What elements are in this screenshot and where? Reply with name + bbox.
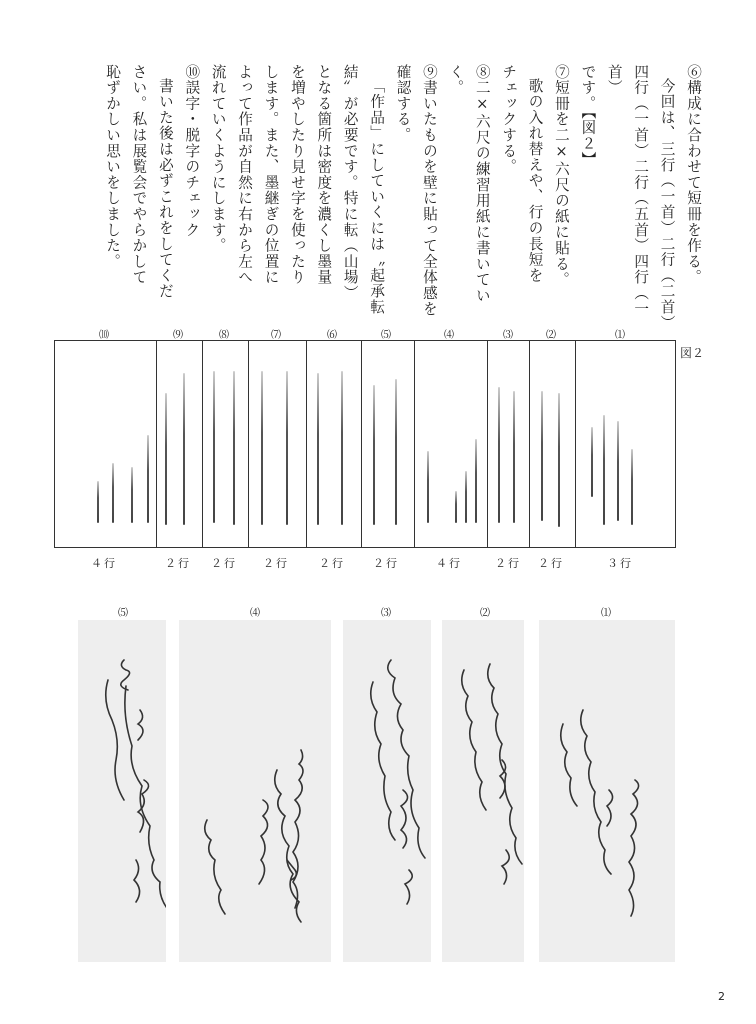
column-divider [414,341,415,547]
column-number: ⑹ [327,330,337,341]
line-stroke [317,373,319,525]
tanzaku-strip [179,620,331,962]
text-line: です。【図２】 [579,64,597,168]
text-line: ⑨書いたものを壁に貼って全体感を [420,64,438,317]
line-stroke [427,451,429,523]
text-line: よって作品が自然に右から左へ [236,64,254,286]
column-number: ⑺ [271,330,281,341]
text-line: ⑥構成に合わせて短冊を作る。 [685,64,702,286]
line-stroke [233,371,235,525]
column-divider [202,341,203,547]
column-number: ⑽ [99,330,109,341]
tanzaku-strip [78,620,166,962]
line-stroke [373,385,375,525]
line-count-label: ２行 [211,557,237,570]
text-line: を増やしたり見せ字を使ったり [288,64,306,286]
calligraphy-image [78,620,166,962]
line-stroke [395,379,397,525]
line-count-label: ４行 [436,557,462,570]
line-stroke [513,391,515,523]
text-line: 恥ずかしい思いをしました。 [104,64,122,270]
tanzaku-strip [539,620,675,962]
column-divider [575,341,576,547]
column-divider [361,341,362,547]
tanzaku-number: ⑸ [118,608,128,619]
line-stroke [603,415,605,525]
text-line: 今回は、三行（一首）二行（二首） [658,78,676,331]
line-stroke [591,427,593,497]
column-divider [248,341,249,547]
line-stroke [165,393,167,525]
calligraphy-image [442,620,524,962]
line-stroke [541,391,543,521]
text-line: チェックする。 [500,64,518,175]
line-count-label: ３行 [607,557,633,570]
line-count-label: ２行 [538,557,564,570]
text-line: 「作品」にしていくには〝起承転 [368,78,386,315]
line-count-label: ２行 [319,557,345,570]
line-count-label: ２行 [373,557,399,570]
line-stroke [261,371,263,525]
text-line: さい。私は展覧会でやらかして [130,64,148,286]
column-divider [306,341,307,547]
line-stroke [631,449,633,525]
text-line: 結〟が必要です。特に転（山場） [341,64,359,301]
column-number: ⑴ [615,330,625,341]
column-divider [529,341,530,547]
line-stroke [455,491,457,523]
figure-label: 図２ [680,346,705,360]
figure-layout-diagram [54,340,676,548]
line-stroke [147,435,149,523]
line-stroke [617,421,619,521]
text-line: 書いた後は必ずこれをしてくだ [156,78,174,300]
text-line: 確認する。 [394,64,412,143]
text-line: 歌の入れ替えや、行の長短を [526,78,544,284]
line-count-label: ４行 [91,557,117,570]
tanzaku-number: ⑵ [480,608,490,619]
line-stroke [97,481,99,523]
column-number: ⑻ [219,330,229,341]
text-line: 流れていくようにします。 [209,64,227,254]
tanzaku-number: ⑶ [381,608,391,619]
text-line: ⑦短冊を二×六尺の紙に貼る。 [552,64,570,288]
text-line: ⑧二×六尺の練習用紙に書いていく。 [447,64,491,304]
line-stroke [112,463,114,523]
tanzaku-number: ⑴ [601,608,611,619]
line-stroke [558,393,560,527]
line-stroke [475,439,477,523]
column-number: ⑷ [444,330,454,341]
line-count-label: ２行 [165,557,191,570]
text-line: 四行（一首）二行（五首）四行（一首） [605,64,650,317]
line-stroke [183,373,185,525]
column-number: ⑼ [173,330,183,341]
line-stroke [286,371,288,525]
tanzaku-strip [343,620,431,962]
column-divider [156,341,157,547]
column-divider [487,341,488,547]
line-stroke [498,387,500,523]
text-line: となる箇所は密度を濃くし墨量 [315,64,333,286]
column-number: ⑶ [503,330,513,341]
column-number: ⑵ [546,330,556,341]
calligraphy-image [343,620,431,962]
instruction-text [99,64,706,331]
text-line: します。また、墨継ぎの位置に [262,64,280,286]
line-count-label: ２行 [263,557,289,570]
column-number: ⑸ [381,330,391,341]
calligraphy-image [179,620,331,962]
text-line: ⑩誤字・脱字のチェック [183,64,201,238]
line-count-label: ２行 [495,557,521,570]
calligraphy-image [539,620,675,962]
page-number: 2 [718,990,725,1003]
line-stroke [213,371,215,523]
line-stroke [341,371,343,525]
line-stroke [465,471,467,523]
tanzaku-strip [442,620,524,962]
line-stroke [131,467,133,523]
tanzaku-number: ⑷ [250,608,260,619]
